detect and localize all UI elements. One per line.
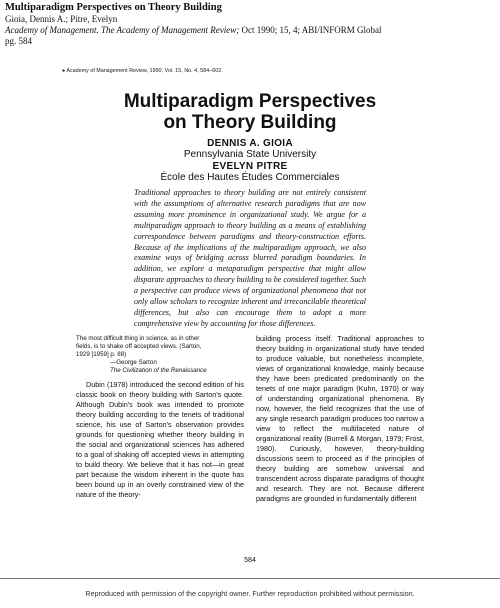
copyright-footer: Reproduced with permission of the copyright owner. Further reproduction prohibited without permission. xyxy=(85,589,415,598)
author-affiliation-2: École des Hautes Études Commerciales xyxy=(160,172,340,183)
body-right-column: building process itself. Traditional approaches to theory building in organizational study have tended to produce valuable, but nonetheless incomplete, views of organizational knowledge, mainly because they have been predicated predominantly on the tenets of one major paradigm (Kuhn, 1970) or way of understanding organizational phenomena. By now, however, the field recognizes that the use of any single research paradigm produces too narrow a view to reflect the multifaceted nature of organizational reality (Burrell & Morgan, 1979; Frost, 1980). Curiously, however, theory-building discussions seem to proceed as if the principles of theory building are somehow universal and transcendent across disparate paradigms of thought and research. They are not. Because different paradigms are grounded in fundamentally different xyxy=(256,334,424,503)
epigraph-line-2: fields, is to shake off accepted views. (Sarton, xyxy=(76,343,202,350)
article-title-line-1: Multiparadigm Perspectives xyxy=(123,91,377,112)
article-title xyxy=(0,91,500,133)
abstract: Traditional approaches to theory building are not entirely consistent with the assumptions of alternative research paradigms that are now assuming more prominence in organizational study. We argue for a multiparadigm approach to theory building as a means of establishing correspondence between paradigms and theory-construction efforts. Because of the implications of the multiparadigm approach, we also examine ways of bridging across blurred paradigm boundaries. In addition, we explore a metaparadigm perspective that might allow disparate approaches to theory building to be considered together. Such a perspective can produce views of organizational phenomena that not only allow scholars to recognize inherent and irreconcilable theoretical differences, but also can encourage them to adopt a more comprehensive view by accounting for those differences. xyxy=(134,188,366,328)
page-number: 584 xyxy=(244,557,256,564)
header-source xyxy=(5,25,382,36)
epigraph-work: The Civilization of the Renaissance xyxy=(110,367,207,374)
author-name-2: EVELYN PITRE xyxy=(212,161,288,172)
footer-divider xyxy=(0,578,500,579)
epigraph-author: —George Sarton xyxy=(110,359,157,366)
journal-citation: ● Academy of Management Review, 1990, Vol. 15, No. 4, 584–602. xyxy=(62,68,223,74)
epigraph-line-1: The most difficult thing in science, as in other xyxy=(76,335,200,342)
header-journal: Academy of Management. The Academy of Management Review; xyxy=(5,25,240,35)
epigraph-line-3: 1929 [1959] p. 88) xyxy=(76,351,127,358)
body-left-column: Dubin (1978) introduced the second edition of his classic book on theory building with Sarton's quote. Although Dubin's book was intended to promote theory building according to the tenets of traditional science, his use of Sarton's observation provides grounds for questioning whether theory building in the social and organizational sciences has adhered to a goal of shaking off accepted views in attempting to build theory. We believe that it has not—in great part because the wisdom inherent in the quote has been bound up in an overly constrained view of the nature of the theory- xyxy=(76,380,244,499)
document-header xyxy=(5,2,382,47)
header-title: Multiparadigm Perspectives on Theory Building xyxy=(5,2,222,13)
author-name-1: DENNIS A. GIOIA xyxy=(207,138,293,149)
header-issue: Oct 1990; 15, 4; ABI/INFORM Global xyxy=(239,25,382,35)
author-affiliation-1: Pennsylvania State University xyxy=(183,149,317,160)
header-page: pg. 584 xyxy=(5,36,32,46)
header-authors: Gioia, Dennis A.; Pitre, Evelyn xyxy=(5,14,118,24)
epigraph xyxy=(76,335,246,375)
article-title-line-2: on Theory Building xyxy=(163,112,337,133)
